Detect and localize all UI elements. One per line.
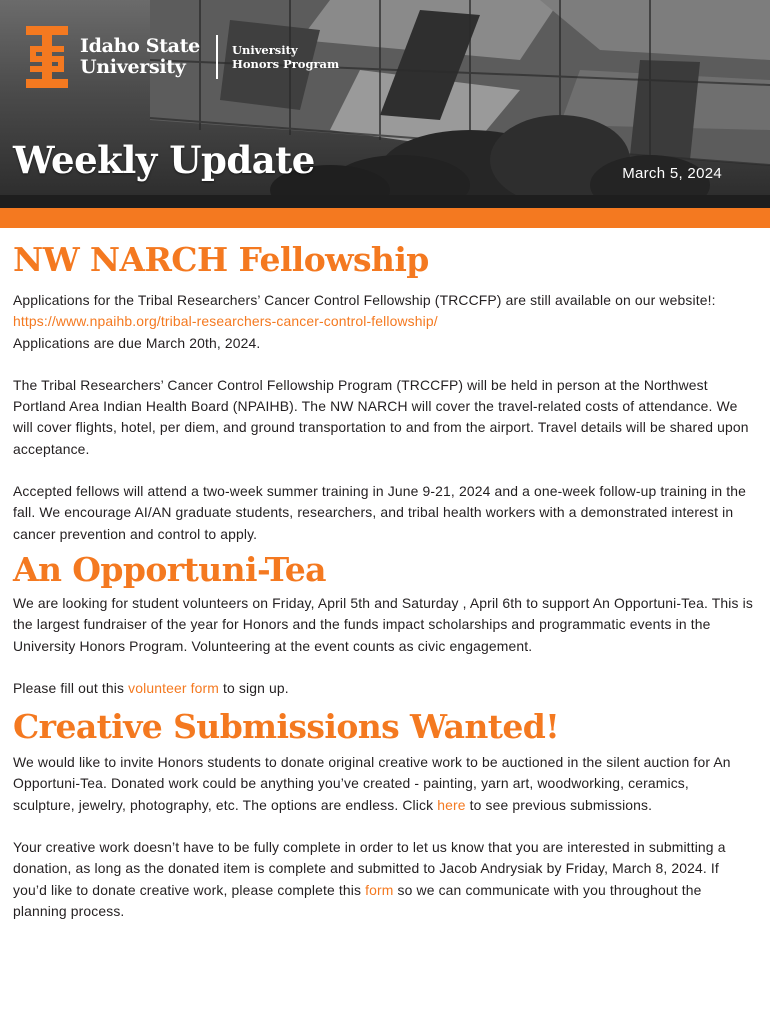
paragraph <box>13 678 753 699</box>
program-name-line2: Honors Program <box>231 57 340 71</box>
paragraph-text: Applications for the Tribal Researchers’ Cancer Control Fellowship (TRCCFP) are still available on our website!: <box>13 292 716 308</box>
paragraph: We are looking for student volunteers on Friday, April 5th and Saturday , April 6th to support An Opportuni-Tea. This is the largest fundraiser of the year for Honors and the funds impact scholarships and programmatic events in the University Honors Program. Volunteering at the event counts as civic engagement. <box>13 594 753 654</box>
university-name-line1: Idaho State <box>80 35 200 57</box>
section-heading: An Opportuni-Tea <box>13 549 326 589</box>
university-name-line2: University <box>80 56 186 78</box>
university-name <box>80 36 200 78</box>
program-name-line1: University <box>231 43 298 57</box>
program-name <box>232 43 339 71</box>
section-nw-narch <box>13 238 753 545</box>
paragraph: Accepted fellows will attend a two-week summer training in June 9-21, 2024 and a one-week follow-up training in the fall. We encourage AI/AN graduate students, researchers, and tribal health workers with a demonstrated interest in cancer prevention and control to apply. <box>13 483 747 542</box>
paragraph-text: Your creative work doesn’t have to be fully complete in order to let us know that you are interested in submitting a donation, as long as the donated item is complete and submitted to Jacob Andrysiak by Friday, March 8, 2024. If you’d like to donate creative work, please complete this <box>13 839 726 898</box>
paragraph: The Tribal Researchers’ Cancer Control Fellowship Program (TRCCFP) will be held in person at the Northwest Portland Area Indian Health Board (NPAIHB). The NW NARCH will cover the travel-related costs of attendance. We will cover flights, hotel, per diem, and ground transportation to and from the airport. Travel details will be shared upon acceptance. <box>13 376 749 457</box>
paragraph <box>13 290 753 354</box>
logo-divider <box>216 35 218 79</box>
section-heading: Creative Submissions Wanted! <box>13 707 560 747</box>
section-opportuni-tea <box>13 548 753 699</box>
paragraph-text: We would like to invite Honors students to donate original creative work to be auctioned in the silent auction for An Opportuni-Tea. Donated work could be anything you’ve created - painting, yarn art, woodworking, ceramics, sculpture, jewelry, photography, etc. The options are endless. Click <box>13 754 731 813</box>
page-title: Weekly Update <box>13 138 315 182</box>
paragraph-text: Please fill out this <box>13 679 129 696</box>
paragraph-text: Applications are due March 20th, 2024. <box>13 334 261 351</box>
paragraph-text: so we can communicate with you throughout the planning process. <box>13 881 702 919</box>
header-banner <box>0 0 770 210</box>
paragraph-text: to sign up. <box>219 679 289 696</box>
previous-submissions-link[interactable]: here <box>437 796 466 813</box>
fellowship-link[interactable]: https://www.npaihb.org/tribal-researchers-cancer-control-fellowship/ <box>13 313 438 330</box>
paragraph <box>13 752 753 816</box>
newsletter-content <box>13 238 753 922</box>
volunteer-form-link[interactable]: volunteer form <box>128 679 219 696</box>
paragraph <box>13 837 753 922</box>
issue-date: March 5, 2024 <box>622 165 722 182</box>
donation-form-link[interactable]: form <box>365 881 394 898</box>
paragraph-text: to see previous submissions. <box>465 796 653 813</box>
accent-bar <box>0 208 770 228</box>
isu-logo[interactable] <box>24 26 339 88</box>
isu-monogram-icon <box>24 26 70 88</box>
section-creative-submissions <box>13 705 753 922</box>
section-heading: NW NARCH Fellowship <box>13 240 429 279</box>
